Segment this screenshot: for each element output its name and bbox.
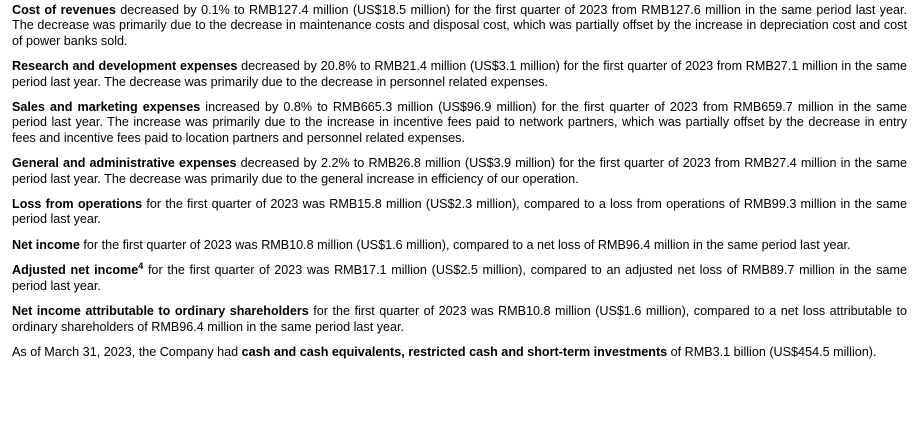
paragraph-term: General and administrative expenses xyxy=(12,156,237,171)
paragraph-text: decreased by 0.1% to RMB127.4 million (US$18.5 million) for the first quarter of 2023 from RMB127.6 million in the same period last year. The decrease was primarily due to the decrease in maintenance costs and disposal cost, which was partially offset by the increase in depreciation cost and cost of power banks sold. xyxy=(12,3,907,48)
paragraph-text: for the first quarter of 2023 was RMB10.8 million (US$1.6 million), compared to a net loss attributable to ordinary shareholders of RMB96.4 million in the same period last year. xyxy=(12,304,907,334)
paragraph-term: Loss from operations xyxy=(12,197,143,212)
paragraph-term: Cost of revenues xyxy=(12,3,116,17)
paragraph-term: cash and cash equivalents, restricted cash and short-term investments xyxy=(241,344,668,359)
paragraph-term: Net income xyxy=(12,237,80,252)
paragraph-research-development xyxy=(12,59,907,90)
paragraph-general-administrative xyxy=(12,156,907,187)
paragraph-net-income xyxy=(12,238,907,253)
paragraph-text: decreased by 2.2% to RMB26.8 million (US$3.9 million) for the first quarter of 2023 from RMB27.4 million in the same period last year. The decrease was primarily due to the general increase in efficiency of our operation. xyxy=(12,156,908,186)
paragraph-cash-position xyxy=(12,345,907,360)
paragraph-term: Net income attributable to ordinary shareholders xyxy=(12,304,309,319)
paragraph-term: Research and development expenses xyxy=(12,59,238,74)
paragraph-cost-of-revenues xyxy=(12,3,907,49)
paragraph-text-lead: As of March 31, 2023, the Company had xyxy=(12,344,242,359)
footnote-marker: 4 xyxy=(138,261,144,272)
paragraph-loss-from-operations xyxy=(12,197,907,228)
paragraph-term: Sales and marketing expenses xyxy=(12,100,201,115)
paragraph-text: for the first quarter of 2023 was RMB17.1 million (US$2.5 million), compared to an adjusted net loss of RMB89.7 million in the same period last year. xyxy=(12,263,907,293)
paragraph-text: of RMB3.1 billion (US$454.5 million). xyxy=(667,344,877,359)
paragraph-sales-marketing xyxy=(12,100,907,146)
paragraph-term: Adjusted net income xyxy=(12,263,139,278)
paragraph-text: decreased by 20.8% to RMB21.4 million (US$3.1 million) for the first quarter of 2023 from RMB27.1 million in the same period last year. The decrease was primarily due to the decrease in personnel related expenses. xyxy=(12,59,908,89)
paragraph-text: increased by 0.8% to RMB665.3 million (US$96.9 million) for the first quarter of 2023 from RMB659.7 million in the same period last year. The increase was primarily due to the increase in incentive fees paid to network partners, which was partially offset by the decrease in entry fees and incentive fees paid to location partners and personnel related expenses. xyxy=(12,100,907,145)
paragraph-adjusted-net-income xyxy=(12,263,907,294)
paragraph-text: for the first quarter of 2023 was RMB10.8 million (US$1.6 million), compared to a net loss of RMB96.4 million in the same period last year. xyxy=(79,237,851,252)
paragraph-text: for the first quarter of 2023 was RMB15.8 million (US$2.3 million), compared to a loss from operations of RMB99.3 million in the same period last year. xyxy=(12,197,907,227)
paragraph-net-income-attributable xyxy=(12,304,907,335)
